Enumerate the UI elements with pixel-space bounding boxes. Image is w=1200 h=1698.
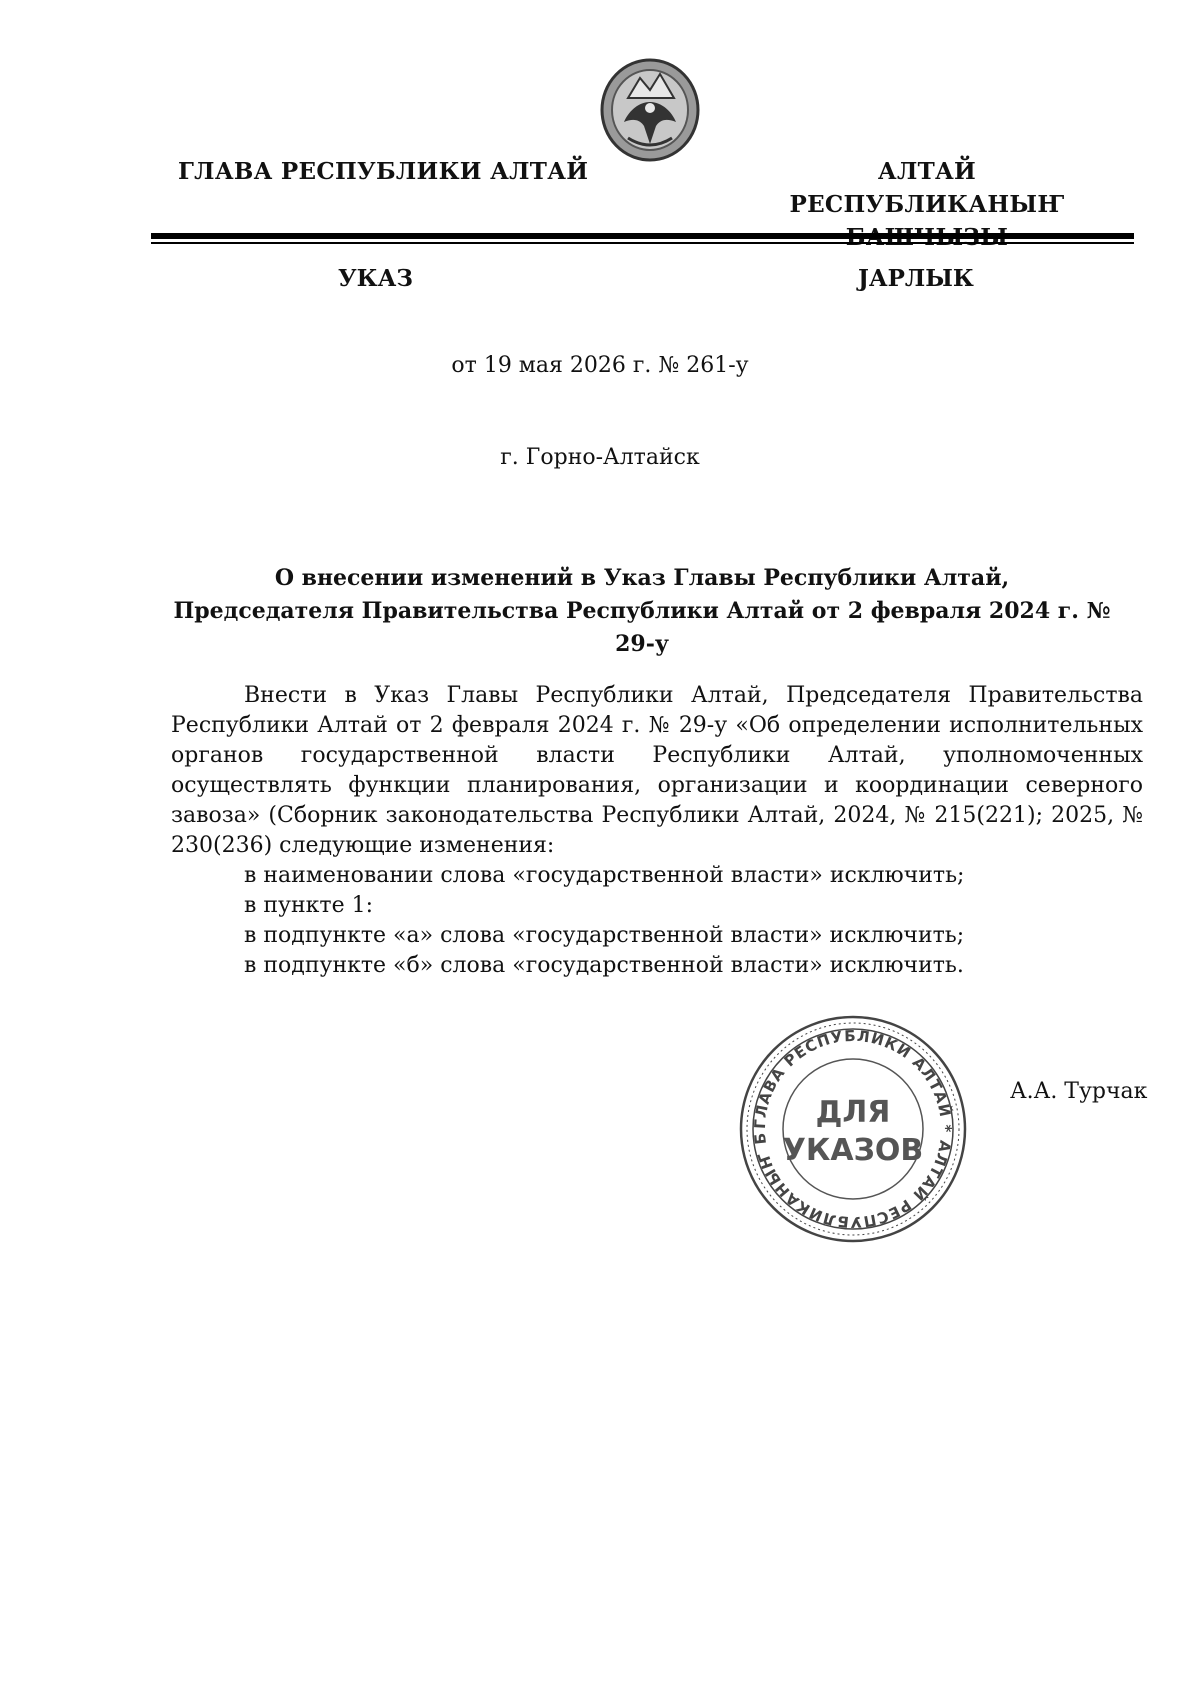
header-right-title	[737, 155, 1117, 254]
body-item: в подпункте «б» слова «государственной власти» исключить.	[244, 953, 964, 978]
official-seal-stamp	[738, 1014, 968, 1244]
stamp-outer-text: ГЛАВА РЕСПУБЛИКИ АЛТАЙ * АЛТАЙ РЕСПУБЛИКАНЫҤ Б	[750, 1026, 956, 1232]
document-title	[150, 562, 1134, 661]
date-number: от 19 мая 2026 г. № 261-у	[451, 353, 749, 378]
header-divider-thin	[151, 242, 1134, 244]
coat-of-arms-icon	[598, 56, 702, 164]
stamp-center-line2: УКАЗОВ	[782, 1133, 924, 1168]
body-item: в пункте 1:	[244, 893, 373, 918]
title-line-1: О внесении изменений в Указ Главы Республики Алтай,	[274, 565, 1010, 591]
header-right-line1: АЛТАЙ РЕСПУБЛИКАНЫҤ	[789, 158, 1065, 218]
stamp-center-line1: ДЛЯ	[815, 1095, 891, 1130]
title-line-2: Председателя Правительства Республики Алтай от 2 февраля 2024 г. № 29-у	[173, 598, 1111, 657]
document-body	[171, 681, 1143, 981]
doc-type-altai: ЈАРЛЫК	[858, 265, 974, 292]
doc-type-ru: УКАЗ	[338, 265, 413, 292]
header-divider-thick	[151, 233, 1134, 239]
body-item: в наименовании слова «государственной власти» исключить;	[244, 863, 965, 888]
header-left-title: ГЛАВА РЕСПУБЛИКИ АЛТАЙ	[178, 158, 589, 185]
body-intro: Внести в Указ Главы Республики Алтай, Председателя Правительства Республики Алтай от 2 февраля 2024 г. № 29-у «Об определении исполнительных органов государственной власти Республики Алтай, уполномоченных осуществлять функции планирования, организации и координации северного завоза» (Сборник законодательства Республики Алтай, 2024, № 215(221); 2025, № 230(236) следующие изменения:	[171, 683, 1143, 858]
body-item: в подпункте «а» слова «государственной власти» исключить;	[244, 923, 965, 948]
signer-name: А.А. Турчак	[1010, 1079, 1148, 1104]
city: г. Горно-Алтайск	[500, 445, 700, 470]
